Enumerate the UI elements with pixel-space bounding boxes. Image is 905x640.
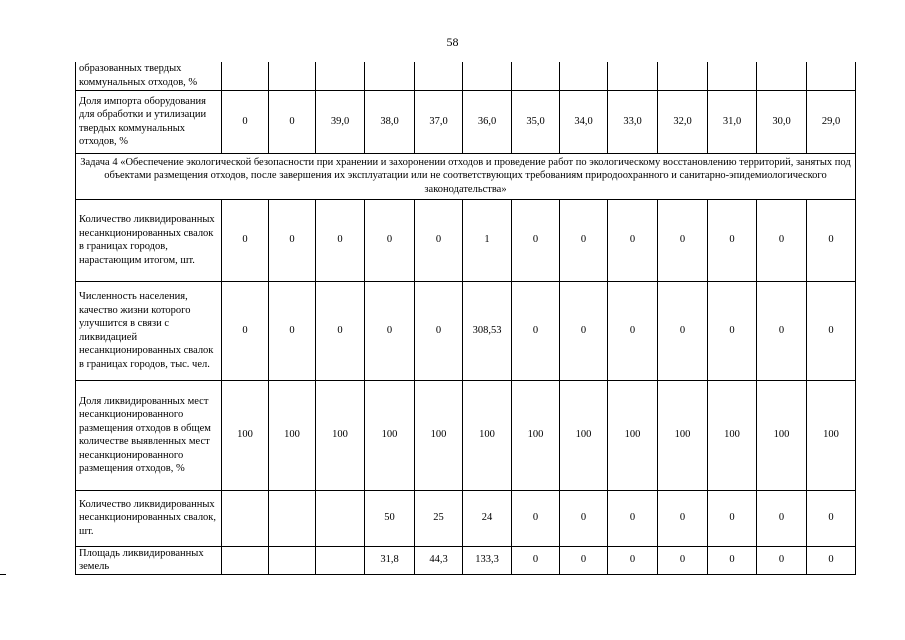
value-cell: 0 <box>608 490 658 546</box>
value-cell: 31,8 <box>365 546 415 574</box>
value-cell <box>269 546 316 574</box>
value-cell <box>365 62 415 90</box>
value-cell: 0 <box>757 546 807 574</box>
value-cell: 100 <box>807 380 856 490</box>
value-cell <box>757 62 807 90</box>
value-cell <box>222 490 269 546</box>
value-cell: 29,0 <box>807 90 856 153</box>
value-cell: 0 <box>222 199 269 281</box>
value-cell: 0 <box>512 199 560 281</box>
value-cell: 0 <box>269 199 316 281</box>
value-cell: 0 <box>560 199 608 281</box>
value-cell: 100 <box>608 380 658 490</box>
value-cell: 24 <box>463 490 512 546</box>
value-cell: 1 <box>463 199 512 281</box>
value-cell: 39,0 <box>316 90 365 153</box>
value-cell: 0 <box>708 281 757 380</box>
value-cell: 0 <box>269 90 316 153</box>
value-cell: 0 <box>658 490 708 546</box>
row-label: Численность населения, качество жизни которого улучшится в связи с ликвидацией несанкционированных свалок в границах городов, тыс. чел. <box>76 281 222 380</box>
value-cell: 25 <box>415 490 463 546</box>
value-cell: 0 <box>365 199 415 281</box>
value-cell <box>269 490 316 546</box>
value-cell: 0 <box>365 281 415 380</box>
value-cell: 0 <box>560 281 608 380</box>
value-cell: 32,0 <box>658 90 708 153</box>
value-cell: 100 <box>269 380 316 490</box>
row-label: Количество ликвидированных несанкционированных свалок в границах городов, нарастающим итогом, шт. <box>76 199 222 281</box>
value-cell: 0 <box>560 490 608 546</box>
value-cell: 0 <box>658 199 708 281</box>
value-cell: 100 <box>512 380 560 490</box>
table-row <box>76 90 856 153</box>
rows-before <box>76 62 856 153</box>
value-cell: 38,0 <box>365 90 415 153</box>
value-cell: 100 <box>222 380 269 490</box>
value-cell: 30,0 <box>757 90 807 153</box>
value-cell: 100 <box>463 380 512 490</box>
row-label: образованных твердых коммунальных отходов, % <box>76 62 222 90</box>
table-row <box>76 199 856 281</box>
value-cell <box>608 62 658 90</box>
value-cell <box>415 62 463 90</box>
value-cell: 0 <box>757 281 807 380</box>
value-cell: 0 <box>807 490 856 546</box>
value-cell: 0 <box>807 281 856 380</box>
value-cell: 0 <box>512 546 560 574</box>
indicators-table <box>75 62 856 575</box>
value-cell: 100 <box>658 380 708 490</box>
task-heading: Задача 4 «Обеспечение экологической безопасности при хранении и захоронении отходов и проведение работ по экологическому восстановлению территорий, занятых под объектами размещения отходов, после завершения их эксплуатации или не соответствующих требованиям природоохранного и санитарно-эпидемиологического законодательства» <box>76 153 856 199</box>
value-cell: 0 <box>415 281 463 380</box>
value-cell <box>463 62 512 90</box>
value-cell: 0 <box>658 546 708 574</box>
row-label: Доля импорта оборудования для обработки и утилизации твердых коммунальных отходов, % <box>76 90 222 153</box>
value-cell: 0 <box>807 199 856 281</box>
table-row <box>76 62 856 90</box>
value-cell: 50 <box>365 490 415 546</box>
value-cell <box>512 62 560 90</box>
value-cell: 34,0 <box>560 90 608 153</box>
value-cell: 0 <box>757 490 807 546</box>
task-row <box>76 153 856 199</box>
row-label: Доля ликвидированных мест несанкционированного размещения отходов в общем количестве выявленных мест несанкционированного размещения отходов, % <box>76 380 222 490</box>
value-cell: 0 <box>222 281 269 380</box>
value-cell: 100 <box>757 380 807 490</box>
value-cell: 0 <box>560 546 608 574</box>
value-cell <box>222 546 269 574</box>
value-cell: 33,0 <box>608 90 658 153</box>
value-cell: 0 <box>512 490 560 546</box>
table-row <box>76 380 856 490</box>
value-cell: 100 <box>316 380 365 490</box>
value-cell: 308,53 <box>463 281 512 380</box>
value-cell: 36,0 <box>463 90 512 153</box>
value-cell <box>222 62 269 90</box>
task-section <box>76 153 856 199</box>
value-cell <box>560 62 608 90</box>
row-label: Площадь ликвидированных земель <box>76 546 222 574</box>
margin-tick <box>0 574 6 575</box>
value-cell: 31,0 <box>708 90 757 153</box>
value-cell: 133,3 <box>463 546 512 574</box>
value-cell: 0 <box>316 281 365 380</box>
value-cell: 100 <box>415 380 463 490</box>
table-row <box>76 546 856 574</box>
value-cell: 0 <box>807 546 856 574</box>
value-cell: 100 <box>560 380 608 490</box>
value-cell: 100 <box>708 380 757 490</box>
value-cell: 0 <box>658 281 708 380</box>
rows-after <box>76 199 856 574</box>
value-cell <box>658 62 708 90</box>
value-cell <box>807 62 856 90</box>
value-cell: 44,3 <box>415 546 463 574</box>
table-row <box>76 281 856 380</box>
value-cell: 0 <box>222 90 269 153</box>
value-cell: 0 <box>608 199 658 281</box>
value-cell: 37,0 <box>415 90 463 153</box>
value-cell: 0 <box>708 546 757 574</box>
page-number: 58 <box>446 35 459 49</box>
value-cell: 0 <box>608 281 658 380</box>
value-cell: 0 <box>708 490 757 546</box>
value-cell: 100 <box>365 380 415 490</box>
value-cell: 0 <box>757 199 807 281</box>
value-cell <box>316 490 365 546</box>
value-cell: 0 <box>512 281 560 380</box>
value-cell: 0 <box>708 199 757 281</box>
value-cell: 0 <box>608 546 658 574</box>
value-cell <box>269 62 316 90</box>
value-cell: 0 <box>269 281 316 380</box>
value-cell <box>708 62 757 90</box>
value-cell <box>316 62 365 90</box>
value-cell <box>316 546 365 574</box>
value-cell: 0 <box>316 199 365 281</box>
value-cell: 35,0 <box>512 90 560 153</box>
row-label: Количество ликвидированных несанкционированных свалок, шт. <box>76 490 222 546</box>
table-row <box>76 490 856 546</box>
value-cell: 0 <box>415 199 463 281</box>
